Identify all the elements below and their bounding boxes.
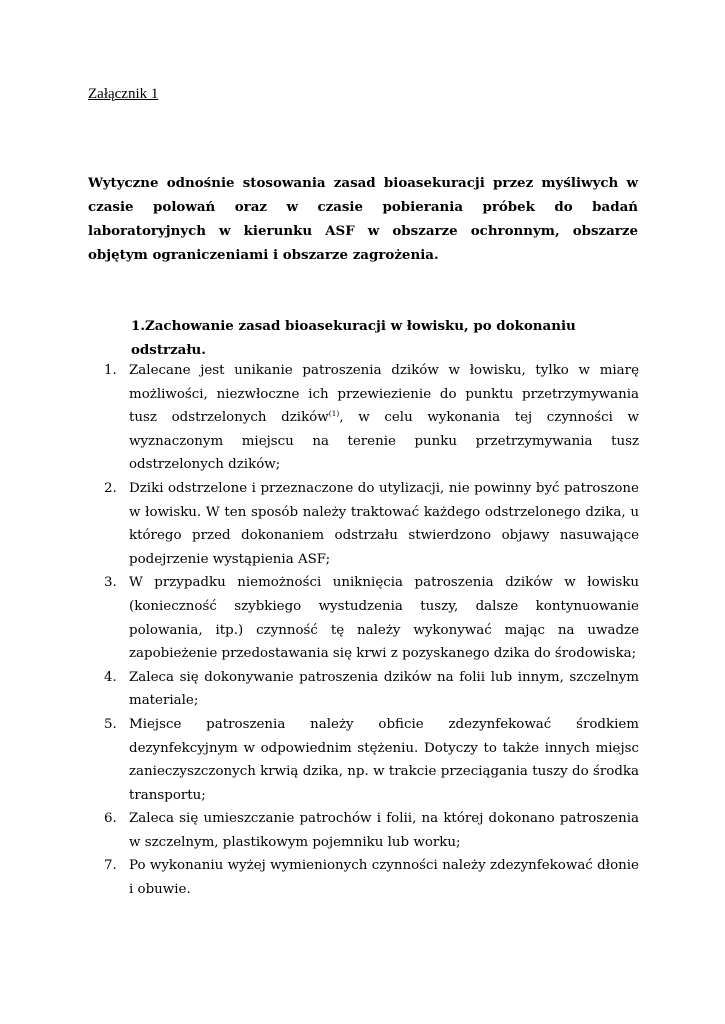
list-item-number: 1. <box>104 363 117 378</box>
list-item-number: 4. <box>104 669 117 685</box>
list-item <box>104 807 639 854</box>
list-item-text: Dziki odstrzelone i przeznaczone do utylizacji, nie powinny być patroszone w łowisku. W ten sposób należy traktować każdego odstrzelonego dzika, u którego przed dokonaniem odstrzału stwierdzono objawy nasuwające podejrzenie wystąpienia ASF; <box>129 480 639 567</box>
list-item-number: 6. <box>104 811 117 827</box>
list-item <box>104 359 639 477</box>
list-item-text: Zaleca się umieszczanie patrochów i folii, na której dokonano patroszenia w szczelnym, plastikowym pojemniku lub worku; <box>129 811 639 850</box>
list-item-number: 7. <box>104 858 117 874</box>
list-item-text: Zalecane jest unikanie patroszenia dzików w łowisku, tylko w miarę możliwości, niezwłoczne ich przewiezienie do punktu przetrzymywania tusz odstrzelonych dzików <box>129 363 639 426</box>
list-item-text: Po wykonaniu wyżej wymienionych czynności należy zdezynfekować dłonie i obuwie. <box>129 858 639 898</box>
list-item-number: 5. <box>104 716 117 732</box>
list-item <box>104 666 639 713</box>
document-title: Wytyczne odnośnie stosowania zasad bioasekuracji przez myśliwych w czasie polowań oraz w czasie pobierania próbek do badań laboratoryjnych w kierunku ASF w obszarze ochronnym, obszarze objętym ograniczeniami i obszarze zagrożenia. <box>88 175 638 263</box>
list-item-number: 2. <box>104 480 117 496</box>
list-item <box>104 571 639 665</box>
footnote-reference: (1) <box>328 409 340 419</box>
list-item-text: Zaleca się dokonywanie patroszenia dzików na folii lub innym, szczelnym materiale; <box>129 669 639 709</box>
list-item <box>104 713 639 807</box>
section-heading: 1.Zachowanie zasad bioasekuracji w łowisku, po dokonaniu odstrzału. <box>131 318 576 358</box>
guidelines-list <box>104 359 639 902</box>
list-item-text: W przypadku niemożności uniknięcia patroszenia dzików w łowisku (konieczność szybkiego wystudzenia tuszy, dalsze kontynuowanie polowania, itp.) czynność tę należy wykonywać mając na uwadze zapobieżenie przedostawania się krwi z pozyskanego dzika do środowiska; <box>129 575 639 662</box>
list-item <box>104 854 639 901</box>
list-item-text: Miejsce patroszenia należy obficie zdezynfekować środkiem dezynfekcyjnym w odpowiednim stężeniu. Dotyczy to także innych miejsc zanieczyszczonych krwią dzika, np. w trakcie przeciągania tuszy do środka transportu; <box>129 716 639 803</box>
list-item <box>104 477 639 571</box>
list-item-number: 3. <box>104 575 117 591</box>
attachment-label: Załącznik 1 <box>88 86 159 102</box>
list-item-text-continued: , w celu wykonania tej czynności w wyznaczonym miejscu na terenie punku przetrzymywania tusz odstrzelonych dzików; <box>129 410 640 473</box>
